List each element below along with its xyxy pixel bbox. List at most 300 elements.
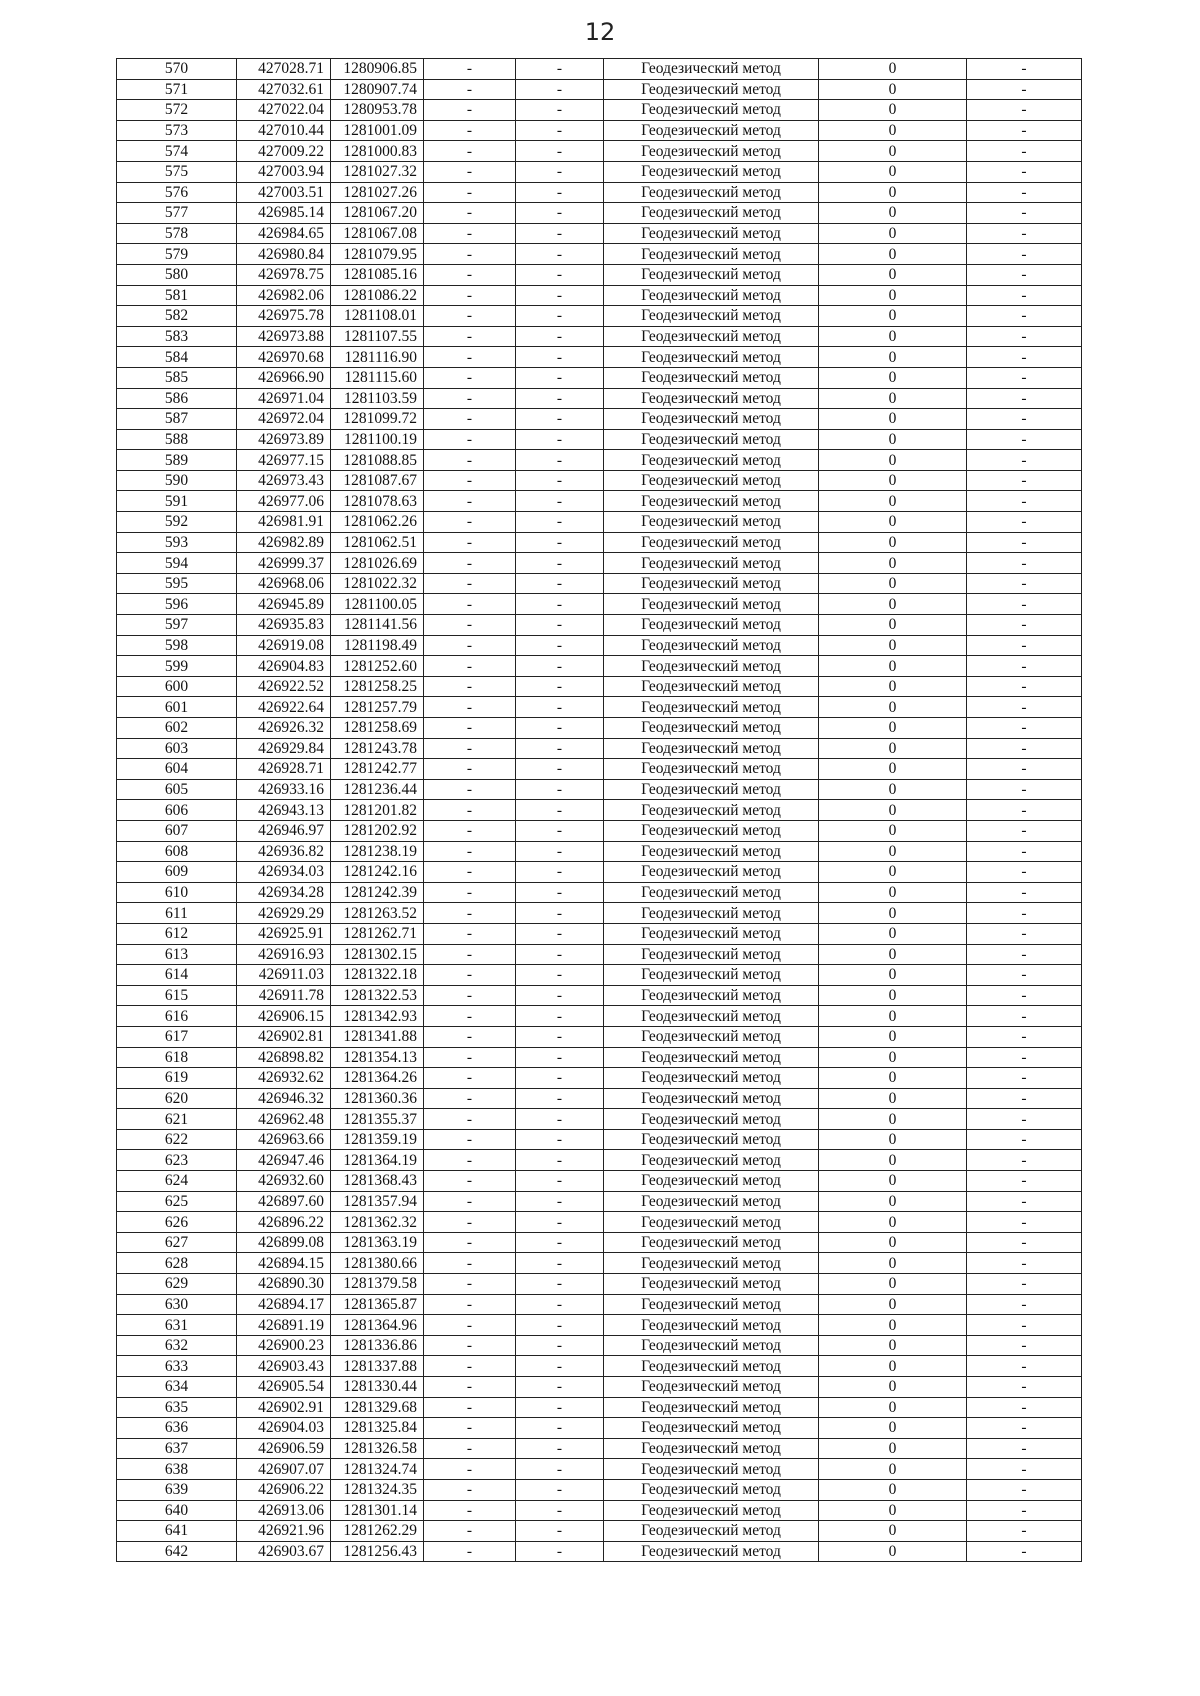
value-cell: 0 [819,1068,967,1089]
point-number-cell: 637 [117,1438,237,1459]
dash-cell: - [516,1171,604,1192]
y-coordinate-cell: 1281242.16 [331,862,424,883]
table-row [117,759,1082,780]
x-coordinate-cell: 426890.30 [237,1274,331,1295]
y-coordinate-cell: 1281257.79 [331,697,424,718]
dash-cell: - [967,923,1082,944]
point-number-cell: 630 [117,1294,237,1315]
dash-cell: - [967,1397,1082,1418]
dash-cell: - [516,409,604,430]
y-coordinate-cell: 1281252.60 [331,656,424,677]
value-cell: 0 [819,1479,967,1500]
table-row [117,512,1082,533]
value-cell: 0 [819,1500,967,1521]
value-cell: 0 [819,1171,967,1192]
dash-cell: - [967,285,1082,306]
method-cell: Геодезический метод [604,1377,819,1398]
dash-cell: - [424,800,516,821]
x-coordinate-cell: 426898.82 [237,1047,331,1068]
x-coordinate-cell: 426971.04 [237,388,331,409]
method-cell: Геодезический метод [604,676,819,697]
value-cell: 0 [819,1088,967,1109]
table-row [117,141,1082,162]
dash-cell: - [424,1459,516,1480]
dash-cell: - [424,1068,516,1089]
y-coordinate-cell: 1281262.71 [331,923,424,944]
point-number-cell: 633 [117,1356,237,1377]
point-number-cell: 580 [117,264,237,285]
dash-cell: - [967,1253,1082,1274]
dash-cell: - [424,1026,516,1047]
point-number-cell: 593 [117,532,237,553]
x-coordinate-cell: 427032.61 [237,79,331,100]
dash-cell: - [516,1150,604,1171]
method-cell: Геодезический метод [604,965,819,986]
x-coordinate-cell: 426999.37 [237,553,331,574]
y-coordinate-cell: 1281365.87 [331,1294,424,1315]
x-coordinate-cell: 426966.90 [237,367,331,388]
table-row [117,1129,1082,1150]
point-number-cell: 579 [117,244,237,265]
x-coordinate-cell: 426978.75 [237,264,331,285]
point-number-cell: 621 [117,1109,237,1130]
method-cell: Геодезический метод [604,1006,819,1027]
x-coordinate-cell: 426963.66 [237,1129,331,1150]
y-coordinate-cell: 1281236.44 [331,779,424,800]
point-number-cell: 625 [117,1191,237,1212]
y-coordinate-cell: 1281088.85 [331,450,424,471]
x-coordinate-cell: 426970.68 [237,347,331,368]
dash-cell: - [516,367,604,388]
point-number-cell: 610 [117,882,237,903]
value-cell: 0 [819,656,967,677]
dash-cell: - [424,965,516,986]
table-row [117,1150,1082,1171]
point-number-cell: 604 [117,759,237,780]
dash-cell: - [516,1521,604,1542]
dash-cell: - [516,1006,604,1027]
method-cell: Геодезический метод [604,244,819,265]
dash-cell: - [424,470,516,491]
y-coordinate-cell: 1281108.01 [331,306,424,327]
x-coordinate-cell: 426891.19 [237,1315,331,1336]
dash-cell: - [424,1232,516,1253]
table-row [117,1438,1082,1459]
dash-cell: - [424,759,516,780]
dash-cell: - [516,1294,604,1315]
method-cell: Геодезический метод [604,1274,819,1295]
y-coordinate-cell: 1281202.92 [331,820,424,841]
point-number-cell: 627 [117,1232,237,1253]
dash-cell: - [516,1109,604,1130]
dash-cell: - [424,697,516,718]
dash-cell: - [516,1356,604,1377]
x-coordinate-cell: 426925.91 [237,923,331,944]
point-number-cell: 586 [117,388,237,409]
dash-cell: - [516,697,604,718]
y-coordinate-cell: 1281238.19 [331,841,424,862]
y-coordinate-cell: 1281079.95 [331,244,424,265]
value-cell: 0 [819,161,967,182]
method-cell: Геодезический метод [604,903,819,924]
value-cell: 0 [819,1026,967,1047]
dash-cell: - [424,1171,516,1192]
point-number-cell: 626 [117,1212,237,1233]
dash-cell: - [967,100,1082,121]
dash-cell: - [424,944,516,965]
value-cell: 0 [819,532,967,553]
point-number-cell: 611 [117,903,237,924]
x-coordinate-cell: 426900.23 [237,1335,331,1356]
point-number-cell: 606 [117,800,237,821]
x-coordinate-cell: 426973.89 [237,429,331,450]
point-number-cell: 603 [117,738,237,759]
dash-cell: - [424,203,516,224]
dash-cell: - [516,800,604,821]
table-row [117,532,1082,553]
dash-cell: - [516,779,604,800]
value-cell: 0 [819,1274,967,1295]
table-row [117,903,1082,924]
dash-cell: - [516,120,604,141]
y-coordinate-cell: 1281341.88 [331,1026,424,1047]
x-coordinate-cell: 426972.04 [237,409,331,430]
dash-cell: - [424,223,516,244]
value-cell: 0 [819,367,967,388]
dash-cell: - [424,1150,516,1171]
point-number-cell: 581 [117,285,237,306]
method-cell: Геодезический метод [604,1438,819,1459]
method-cell: Геодезический метод [604,759,819,780]
dash-cell: - [516,1026,604,1047]
table-row [117,1356,1082,1377]
method-cell: Геодезический метод [604,738,819,759]
dash-cell: - [516,429,604,450]
value-cell: 0 [819,903,967,924]
y-coordinate-cell: 1281026.69 [331,553,424,574]
point-number-cell: 609 [117,862,237,883]
dash-cell: - [516,79,604,100]
table-row [117,409,1082,430]
dash-cell: - [516,1274,604,1295]
table-row [117,1109,1082,1130]
dash-cell: - [967,491,1082,512]
point-number-cell: 612 [117,923,237,944]
dash-cell: - [424,1294,516,1315]
table-row [117,59,1082,80]
table-row [117,882,1082,903]
dash-cell: - [967,1315,1082,1336]
dash-cell: - [424,553,516,574]
value-cell: 0 [819,182,967,203]
method-cell: Геодезический метод [604,573,819,594]
x-coordinate-cell: 426945.89 [237,594,331,615]
table-row [117,1191,1082,1212]
table-row [117,1171,1082,1192]
table-row [117,1418,1082,1439]
method-cell: Геодезический метод [604,1068,819,1089]
y-coordinate-cell: 1281324.74 [331,1459,424,1480]
x-coordinate-cell: 426946.97 [237,820,331,841]
method-cell: Геодезический метод [604,491,819,512]
dash-cell: - [424,1479,516,1500]
y-coordinate-cell: 1281067.20 [331,203,424,224]
method-cell: Геодезический метод [604,779,819,800]
dash-cell: - [516,450,604,471]
x-coordinate-cell: 426982.06 [237,285,331,306]
value-cell: 0 [819,1232,967,1253]
dash-cell: - [516,532,604,553]
dash-cell: - [424,100,516,121]
x-coordinate-cell: 426894.15 [237,1253,331,1274]
dash-cell: - [516,553,604,574]
dash-cell: - [967,347,1082,368]
method-cell: Геодезический метод [604,367,819,388]
x-coordinate-cell: 427003.51 [237,182,331,203]
method-cell: Геодезический метод [604,944,819,965]
value-cell: 0 [819,326,967,347]
value-cell: 0 [819,553,967,574]
dash-cell: - [424,409,516,430]
point-number-cell: 597 [117,615,237,636]
method-cell: Геодезический метод [604,203,819,224]
x-coordinate-cell: 427010.44 [237,120,331,141]
table-row [117,1047,1082,1068]
point-number-cell: 634 [117,1377,237,1398]
dash-cell: - [967,141,1082,162]
dash-cell: - [424,573,516,594]
table-row [117,779,1082,800]
dash-cell: - [516,1479,604,1500]
dash-cell: - [967,264,1082,285]
value-cell: 0 [819,1418,967,1439]
table-row [117,1459,1082,1480]
point-number-cell: 574 [117,141,237,162]
y-coordinate-cell: 1281107.55 [331,326,424,347]
dash-cell: - [516,1068,604,1089]
point-number-cell: 602 [117,718,237,739]
dash-cell: - [424,326,516,347]
dash-cell: - [967,1274,1082,1295]
method-cell: Геодезический метод [604,718,819,739]
point-number-cell: 615 [117,985,237,1006]
y-coordinate-cell: 1281360.36 [331,1088,424,1109]
point-number-cell: 614 [117,965,237,986]
point-number-cell: 618 [117,1047,237,1068]
dash-cell: - [424,306,516,327]
x-coordinate-cell: 426982.89 [237,532,331,553]
method-cell: Геодезический метод [604,882,819,903]
dash-cell: - [516,161,604,182]
dash-cell: - [424,450,516,471]
x-coordinate-cell: 426905.54 [237,1377,331,1398]
dash-cell: - [516,656,604,677]
table-row [117,594,1082,615]
dash-cell: - [967,244,1082,265]
dash-cell: - [516,100,604,121]
dash-cell: - [967,470,1082,491]
y-coordinate-cell: 1281368.43 [331,1171,424,1192]
point-number-cell: 587 [117,409,237,430]
table-row [117,1500,1082,1521]
x-coordinate-cell: 426980.84 [237,244,331,265]
y-coordinate-cell: 1281324.35 [331,1479,424,1500]
dash-cell: - [424,862,516,883]
dash-cell: - [967,1026,1082,1047]
value-cell: 0 [819,944,967,965]
y-coordinate-cell: 1281103.59 [331,388,424,409]
y-coordinate-cell: 1281085.16 [331,264,424,285]
point-number-cell: 636 [117,1418,237,1439]
method-cell: Геодезический метод [604,1109,819,1130]
dash-cell: - [967,779,1082,800]
dash-cell: - [424,1356,516,1377]
method-cell: Геодезический метод [604,1521,819,1542]
dash-cell: - [424,1541,516,1562]
x-coordinate-cell: 426902.91 [237,1397,331,1418]
y-coordinate-cell: 1281362.32 [331,1212,424,1233]
point-number-cell: 613 [117,944,237,965]
dash-cell: - [424,512,516,533]
point-number-cell: 585 [117,367,237,388]
table-row [117,306,1082,327]
dash-cell: - [967,1438,1082,1459]
x-coordinate-cell: 426899.08 [237,1232,331,1253]
dash-cell: - [967,409,1082,430]
x-coordinate-cell: 426929.29 [237,903,331,924]
dash-cell: - [967,635,1082,656]
x-coordinate-cell: 426977.06 [237,491,331,512]
method-cell: Геодезический метод [604,306,819,327]
dash-cell: - [424,779,516,800]
dash-cell: - [516,1541,604,1562]
y-coordinate-cell: 1281329.68 [331,1397,424,1418]
y-coordinate-cell: 1281325.84 [331,1418,424,1439]
dash-cell: - [516,985,604,1006]
dash-cell: - [967,1459,1082,1480]
point-number-cell: 608 [117,841,237,862]
dash-cell: - [424,738,516,759]
table-row [117,1006,1082,1027]
x-coordinate-cell: 426904.83 [237,656,331,677]
table-row [117,120,1082,141]
dash-cell: - [424,1274,516,1295]
dash-cell: - [967,800,1082,821]
method-cell: Геодезический метод [604,264,819,285]
x-coordinate-cell: 426903.67 [237,1541,331,1562]
dash-cell: - [516,512,604,533]
point-number-cell: 635 [117,1397,237,1418]
value-cell: 0 [819,1335,967,1356]
y-coordinate-cell: 1281099.72 [331,409,424,430]
dash-cell: - [516,1335,604,1356]
method-cell: Геодезический метод [604,1356,819,1377]
x-coordinate-cell: 426906.22 [237,1479,331,1500]
value-cell: 0 [819,1047,967,1068]
table-row [117,1335,1082,1356]
dash-cell: - [424,1212,516,1233]
table-row [117,347,1082,368]
dash-cell: - [424,264,516,285]
dash-cell: - [516,285,604,306]
method-cell: Геодезический метод [604,450,819,471]
dash-cell: - [967,676,1082,697]
dash-cell: - [967,450,1082,471]
dash-cell: - [424,882,516,903]
method-cell: Геодезический метод [604,1479,819,1500]
dash-cell: - [967,882,1082,903]
x-coordinate-cell: 426904.03 [237,1418,331,1439]
point-number-cell: 598 [117,635,237,656]
dash-cell: - [424,59,516,80]
dash-cell: - [967,718,1082,739]
x-coordinate-cell: 426928.71 [237,759,331,780]
dash-cell: - [516,923,604,944]
method-cell: Геодезический метод [604,79,819,100]
dash-cell: - [424,388,516,409]
dash-cell: - [967,1088,1082,1109]
x-coordinate-cell: 426981.91 [237,512,331,533]
dash-cell: - [516,635,604,656]
value-cell: 0 [819,573,967,594]
dash-cell: - [516,1315,604,1336]
table-row [117,553,1082,574]
value-cell: 0 [819,285,967,306]
method-cell: Геодезический метод [604,1191,819,1212]
value-cell: 0 [819,882,967,903]
dash-cell: - [967,1232,1082,1253]
dash-cell: - [967,1129,1082,1150]
x-coordinate-cell: 426968.06 [237,573,331,594]
method-cell: Геодезический метод [604,841,819,862]
table-row [117,697,1082,718]
value-cell: 0 [819,1253,967,1274]
method-cell: Геодезический метод [604,120,819,141]
point-number-cell: 629 [117,1274,237,1295]
dash-cell: - [516,306,604,327]
dash-cell: - [424,1253,516,1274]
y-coordinate-cell: 1281062.51 [331,532,424,553]
table-row [117,656,1082,677]
y-coordinate-cell: 1281078.63 [331,491,424,512]
method-cell: Геодезический метод [604,429,819,450]
x-coordinate-cell: 426916.93 [237,944,331,965]
point-number-cell: 642 [117,1541,237,1562]
x-coordinate-cell: 426919.08 [237,635,331,656]
value-cell: 0 [819,718,967,739]
value-cell: 0 [819,1459,967,1480]
point-number-cell: 588 [117,429,237,450]
method-cell: Геодезический метод [604,1253,819,1274]
table-row [117,223,1082,244]
dash-cell: - [967,862,1082,883]
y-coordinate-cell: 1281100.19 [331,429,424,450]
table-row [117,100,1082,121]
dash-cell: - [424,1315,516,1336]
y-coordinate-cell: 1281100.05 [331,594,424,615]
dash-cell: - [516,141,604,162]
dash-cell: - [424,347,516,368]
method-cell: Геодезический метод [604,1232,819,1253]
method-cell: Геодезический метод [604,1500,819,1521]
dash-cell: - [967,759,1082,780]
y-coordinate-cell: 1280907.74 [331,79,424,100]
dash-cell: - [424,594,516,615]
y-coordinate-cell: 1281116.90 [331,347,424,368]
dash-cell: - [967,429,1082,450]
dash-cell: - [424,1397,516,1418]
table-row [117,470,1082,491]
